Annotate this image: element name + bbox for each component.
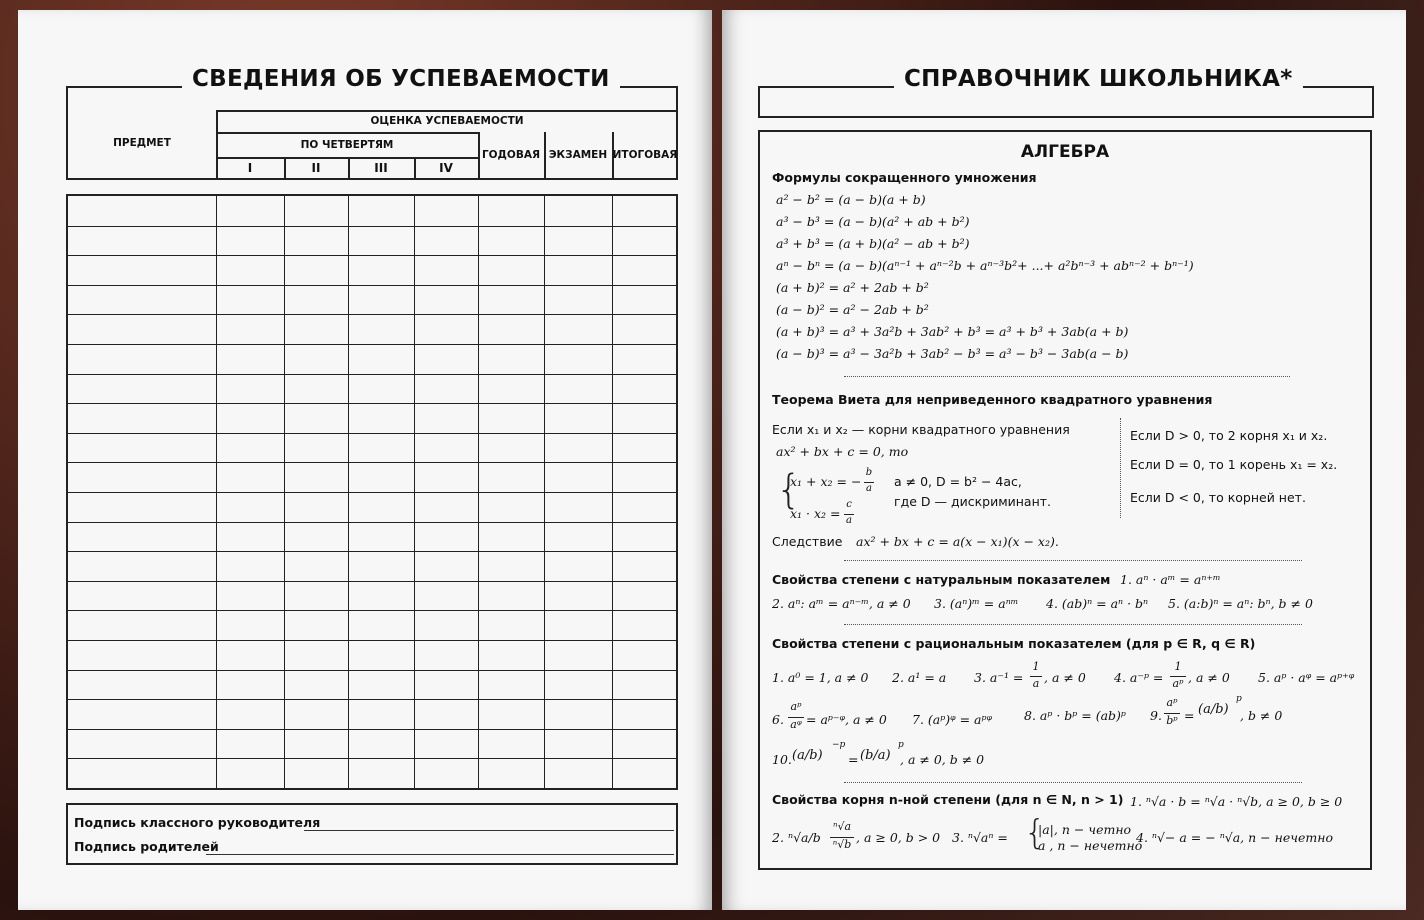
grid-row-line bbox=[68, 699, 676, 700]
subject-header: ПРЕДМЕТ bbox=[113, 137, 171, 149]
page-title: СВЕДЕНИЯ ОБ УСПЕВАЕМОСТИ bbox=[182, 66, 620, 92]
exam-header: ЭКЗАМЕН bbox=[548, 149, 608, 161]
grid-row-line bbox=[68, 640, 676, 641]
system-brace-icon: { bbox=[776, 467, 802, 513]
grid-row-line bbox=[68, 581, 676, 582]
grades-header bbox=[66, 86, 678, 180]
discriminant-case: Если D = 0, то 1 корень x₁ = x₂. bbox=[1130, 457, 1338, 472]
grid-row-line bbox=[68, 226, 676, 227]
divider bbox=[844, 624, 1302, 625]
right-page bbox=[722, 10, 1406, 910]
vieta-condition: где D — дискриминант. bbox=[894, 494, 1052, 509]
section-title: Свойства степени с натуральным показателем bbox=[772, 572, 1111, 587]
page-title: СПРАВОЧНИК ШКОЛЬНИКА* bbox=[894, 66, 1303, 92]
grid-row-line bbox=[68, 729, 676, 730]
formula-line: (a − b)² = a² − 2ab + b² bbox=[776, 302, 929, 317]
signature-box bbox=[66, 803, 678, 865]
grid-row-line bbox=[68, 403, 676, 404]
quarter-1: I bbox=[247, 160, 253, 175]
vieta-equation: ax² + bx + c = 0, то bbox=[776, 444, 909, 459]
vieta-sum: x₁ + x₂ = − bbox=[790, 474, 862, 489]
formula-line: (a − b)³ = a³ − 3a²b + 3ab² − b³ = a³ − b³ − 3ab(a − b) bbox=[776, 346, 1129, 361]
reference-box: АЛГЕБРА Формулы сокращенного умножения a² − b² = (a − b)(a + b) a³ − b³ = (a − b)(a² + ab + b²) a³ + b³ = (a + b)(a² − ab + b²) aⁿ − bⁿ = (a − b)(aⁿ⁻¹ + aⁿ⁻²b + aⁿ⁻³b²+ ...+ a²bⁿ⁻³ + abⁿ⁻² + bⁿ⁻¹) (a + b)² = a² + 2ab + b² (a − b)² = a² − 2ab + b² (a + b)³ = a³ + 3a²b + 3ab² + b³ = a³ + b³ + 3ab(a + b) (a − b)³ = a³ − 3a²b + 3ab² − b³ = a³ − b³ − 3ab(a − b) Теорема Виета для неприведенного квадратного уравнения Если x₁ и x₂ — корни квадратного уравнения ax² + bx + c = 0, то { x₁ + x₂ = − b a x₁ · x₂ = c a a ≠ 0, D = b² − 4ac, где D — дискриминант. Следствие ax² + bx + c = a(x − x₁)(x − x₂). Если D > 0, то 2 корня x₁ и x₂. Если D = 0, то 1 корень x₁ = x₂. Если D < 0, то корней нет. Свойства степени с натуральным показателем 1. aⁿ · aᵐ = aⁿ⁺ᵐ 2. aⁿ: aᵐ = aⁿ⁻ᵐ, a ≠ 0 3. (aⁿ)ᵐ = aⁿᵐ 4. (ab)ⁿ = aⁿ · bⁿ 5. (a:b)ⁿ = aⁿ: bⁿ, b ≠ 0 Свойства степени с рациональным показателем (для p ∈ R, q ∈ R) 1. a⁰ = 1, a ≠ 0 2. a¹ = a 3. a⁻¹ = 1 a , a ≠ 0 4. a⁻ᵖ = 1 aᵖ , a ≠ 0 5. aᵖ · aᵠ = aᵖ⁺ᵠ 6. aᵖ aᵠ = aᵖ⁻ᵠ, a ≠ 0 7. (aᵖ)ᵠ = aᵖᵠ 8. aᵖ · bᵖ = (ab)ᵖ 9. aᵖ bᵖ = (a/b) p , b ≠ 0 10. (a/b) −p = (b/a) p , a ≠ 0, b ≠ 0 Свойства корня n-ной степени (для n ∈ N, n > 1) 1. ⁿ√a · b = ⁿ√a · ⁿ√b, a ≥ 0, b ≥ 0 2. ⁿ√a/b ⁿ√a ⁿ√b , a ≥ 0, b > 0 3. ⁿ√aⁿ = { |a|, n − четно a , n − нечетно 4. ⁿ√− a = − ⁿ√a, n − нечетно bbox=[758, 130, 1372, 870]
discriminant-case: Если D < 0, то корней нет. bbox=[1130, 490, 1306, 505]
teacher-signature-label: Подпись классного руководителя bbox=[74, 815, 321, 830]
formula-line: aⁿ − bⁿ = (a − b)(aⁿ⁻¹ + aⁿ⁻²b + aⁿ⁻³b²+ ...+ a²bⁿ⁻³ + abⁿ⁻² + bⁿ⁻¹) bbox=[776, 258, 1194, 273]
vieta-condition: a ≠ 0, D = b² − 4ac, bbox=[894, 474, 1022, 489]
vieta-product: x₁ · x₂ = bbox=[790, 506, 841, 521]
quarters-header: ПО ЧЕТВЕРТЯМ bbox=[300, 138, 394, 151]
grid-row-line bbox=[68, 314, 676, 315]
formula-line: a³ − b³ = (a − b)(a² + ab + b²) bbox=[776, 214, 970, 229]
annual-header: ГОДОВАЯ bbox=[481, 149, 541, 161]
section-title: Формулы сокращенного умножения bbox=[772, 170, 1037, 185]
left-page bbox=[18, 10, 712, 910]
section-title: Теорема Виета для неприведенного квадратного уравнения bbox=[772, 392, 1213, 407]
grid-row-line bbox=[68, 551, 676, 552]
parents-signature-line[interactable] bbox=[206, 854, 674, 855]
grade-header: ОЦЕНКА УСПЕВАЕМОСТИ bbox=[370, 115, 524, 127]
corollary-label: Следствие bbox=[772, 534, 843, 549]
subject-title: АЛГЕБРА bbox=[1020, 142, 1110, 162]
section-title: Свойства корня n-ной степени (для n ∈ N, n > 1) bbox=[772, 792, 1124, 807]
grid-row-line bbox=[68, 344, 676, 345]
corollary-formula: ax² + bx + c = a(x − x₁)(x − x₂). bbox=[856, 534, 1059, 549]
discriminant-case: Если D > 0, то 2 корня x₁ и x₂. bbox=[1130, 428, 1328, 443]
formula-line: a² − b² = (a − b)(a + b) bbox=[776, 192, 926, 207]
grid-row-line bbox=[68, 522, 676, 523]
quarter-2: II bbox=[311, 160, 321, 175]
divider bbox=[844, 560, 1302, 561]
grid-row-line bbox=[68, 610, 676, 611]
formula-line: (a + b)² = a² + 2ab + b² bbox=[776, 280, 929, 295]
grid-row-line bbox=[68, 492, 676, 493]
quarter-4: IV bbox=[439, 160, 453, 175]
formula-line: a³ + b³ = (a + b)(a² − ab + b²) bbox=[776, 236, 970, 251]
grid-row-line bbox=[68, 758, 676, 759]
grid-row-line bbox=[68, 462, 676, 463]
grades-grid[interactable] bbox=[66, 194, 678, 790]
formula-line: (a + b)³ = a³ + 3a²b + 3ab² + b³ = a³ + b³ + 3ab(a + b) bbox=[776, 324, 1129, 339]
vieta-text: Если x₁ и x₂ — корни квадратного уравнения bbox=[772, 422, 1070, 437]
grid-row-line bbox=[68, 374, 676, 375]
divider bbox=[844, 782, 1302, 783]
grid-row-line bbox=[68, 433, 676, 434]
teacher-signature-line[interactable] bbox=[304, 830, 674, 831]
case-brace-icon: { bbox=[1024, 813, 1046, 853]
grid-row-line bbox=[68, 670, 676, 671]
quarter-3: III bbox=[374, 160, 388, 175]
divider bbox=[844, 376, 1290, 377]
final-header: ИТОГОВАЯ bbox=[612, 149, 678, 161]
grid-row-line bbox=[68, 255, 676, 256]
grid-row-line bbox=[68, 285, 676, 286]
section-title: Свойства степени с рациональным показателем (для p ∈ R, q ∈ R) bbox=[772, 636, 1256, 651]
parents-signature-label: Подпись родителей bbox=[74, 839, 219, 854]
